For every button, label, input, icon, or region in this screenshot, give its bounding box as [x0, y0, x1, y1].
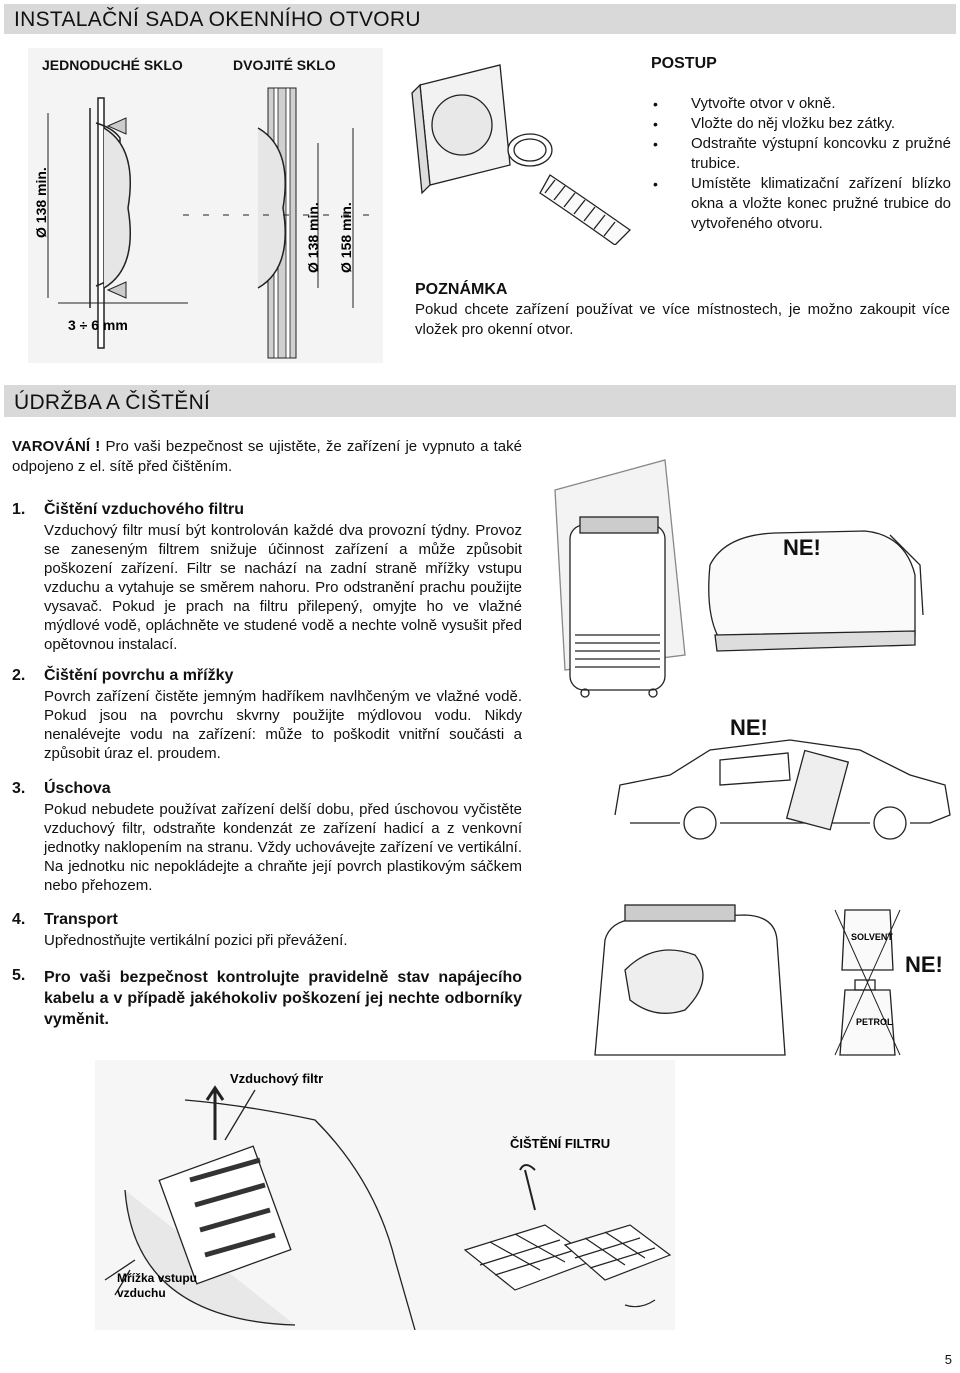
item-text: Pro vaši bezpečnost kontrolujte pravidelně stav napájecího kabelu a v případě jakéhokoliv poškození jej nechte odborníky vyměnit.: [44, 969, 522, 1028]
item-filter-cleaning: [12, 500, 522, 653]
warning-text: Pro vaši bezpečnost se ujistěte, že zařízení je vypnuto a také odpojeno z el. sítě před čištěním.: [12, 438, 522, 475]
procedure-step: • Odstraňte výstupní koncovku z pružné trubice.: [651, 134, 951, 174]
item-title: Úschova: [44, 780, 111, 797]
warning-label: VAROVÁNÍ !: [12, 438, 101, 455]
procedure-step: • Vytvořte otvor v okně.: [651, 94, 951, 114]
item-text: Pokud nebudete používat zařízení delší dobu, před úschovou vyčistěte vzduchový filtr, odstraňte kondenzát ze zařízení hadicí a z venkovní jednotky naklopením na stranu. Vždy uchovávejte zařízení ve vertikální. Na jednotku nic nepokládejte a chraňte její povrch plastikovým sáčkem nebo přehozem.: [44, 801, 522, 894]
item-text: Povrch zařízení čistěte jemným hadříkem navlhčeným ve vlažné vodě. Pokud jsou na povrchu skvrny použijte mýdlovou vodu. Nikdy nenalévejte vodu na zařízení: může to poškodit vnitřní součásti a způsobit úraz el. proudem.: [44, 688, 522, 762]
label-grille-line2: vzduchu: [117, 1286, 166, 1300]
item-text: Vzduchový filtr musí být kontrolován každé dva provozní týdny. Provoz se zaneseným filtrem snižuje účinnost zařízení a může způsobit poškození zařízení. Filtr se nachází na zadní straně mřížky vstupu vzduchu a vytahuje se směrem nahoru. Pro odstranění prachu použijte vysavač. Pokud je prach na filtru přilepený, omyjte ho ve vlažné mýdlové vodě, opláchněte ve studené vodě a nechte volně vysušit před opětovnou instalací.: [44, 522, 522, 653]
solvent-label: SOLVENT: [851, 932, 893, 942]
label-grille-line1: Mřížka vstupu: [117, 1271, 198, 1285]
dim-138-single: Ø 138 min.: [33, 167, 49, 238]
item-number: 5.: [12, 967, 26, 984]
label-filter-cleaning: ČIŠTĚNÍ FILTRU: [510, 1136, 611, 1151]
item-title: Transport: [44, 911, 118, 928]
procedure-list: [651, 94, 951, 234]
section-title: INSTALAČNÍ SADA OKENNÍHO OTVORU: [14, 8, 421, 31]
surface-cleaning-illustration: [545, 880, 950, 1060]
section-title: ÚDRŽBA A ČIŠTĚNÍ: [14, 391, 211, 414]
dim-158-double: Ø 158 min.: [338, 202, 354, 273]
note-title: POZNÁMKA: [415, 281, 508, 298]
window-kit-diagram: [28, 48, 383, 363]
dim-138-double: Ø 138 min.: [305, 202, 321, 273]
item-number: 4.: [12, 911, 26, 928]
item-title: Čištění vzduchového filtru: [44, 501, 245, 518]
section-header-installation: [4, 4, 956, 34]
petrol-label: PETROL: [856, 1017, 893, 1027]
procedure-step: • Umístěte klimatizační zařízení blízko okna a vložte konec pružné trubice do vytvořeného otvoru.: [651, 174, 951, 234]
ne-label: NE!: [730, 715, 768, 740]
note-text: Pokud chcete zařízení používat ve více místnostech, je možno zakoupit více vložek pro okenní otvor.: [415, 301, 950, 338]
label-air-filter: Vzduchový filtr: [230, 1071, 324, 1086]
label-double-glass: DVOJITÉ SKLO: [233, 57, 336, 73]
storage-illustration: [545, 455, 950, 705]
item-text: Upřednostňujte vertikální pozici při převážení.: [44, 932, 348, 949]
item-number: 2.: [12, 667, 26, 684]
procedure-title: POSTUP: [651, 55, 717, 72]
item-storage: [12, 779, 522, 899]
transport-car-illustration: [610, 705, 955, 845]
ne-label: NE!: [905, 952, 943, 977]
section-header-maintenance: [4, 385, 956, 417]
warning-paragraph: [12, 437, 522, 477]
item-title: Čištění povrchu a mřížky: [44, 667, 234, 684]
ne-label: NE!: [783, 535, 821, 560]
item-transport: [12, 910, 522, 955]
page-number: 5: [944, 1352, 952, 1367]
air-filter-diagram: [95, 1060, 675, 1330]
item-number: 3.: [12, 780, 26, 797]
label-single-glass: JEDNODUCHÉ SKLO: [42, 57, 183, 73]
dim-gap: 3 ÷ 6 mm: [68, 317, 128, 333]
procedure-step: • Vložte do něj vložku bez zátky.: [651, 114, 951, 134]
item-number: 1.: [12, 501, 26, 518]
item-surface-cleaning: [12, 666, 522, 766]
window-adapter-hose-illustration: [400, 55, 645, 245]
